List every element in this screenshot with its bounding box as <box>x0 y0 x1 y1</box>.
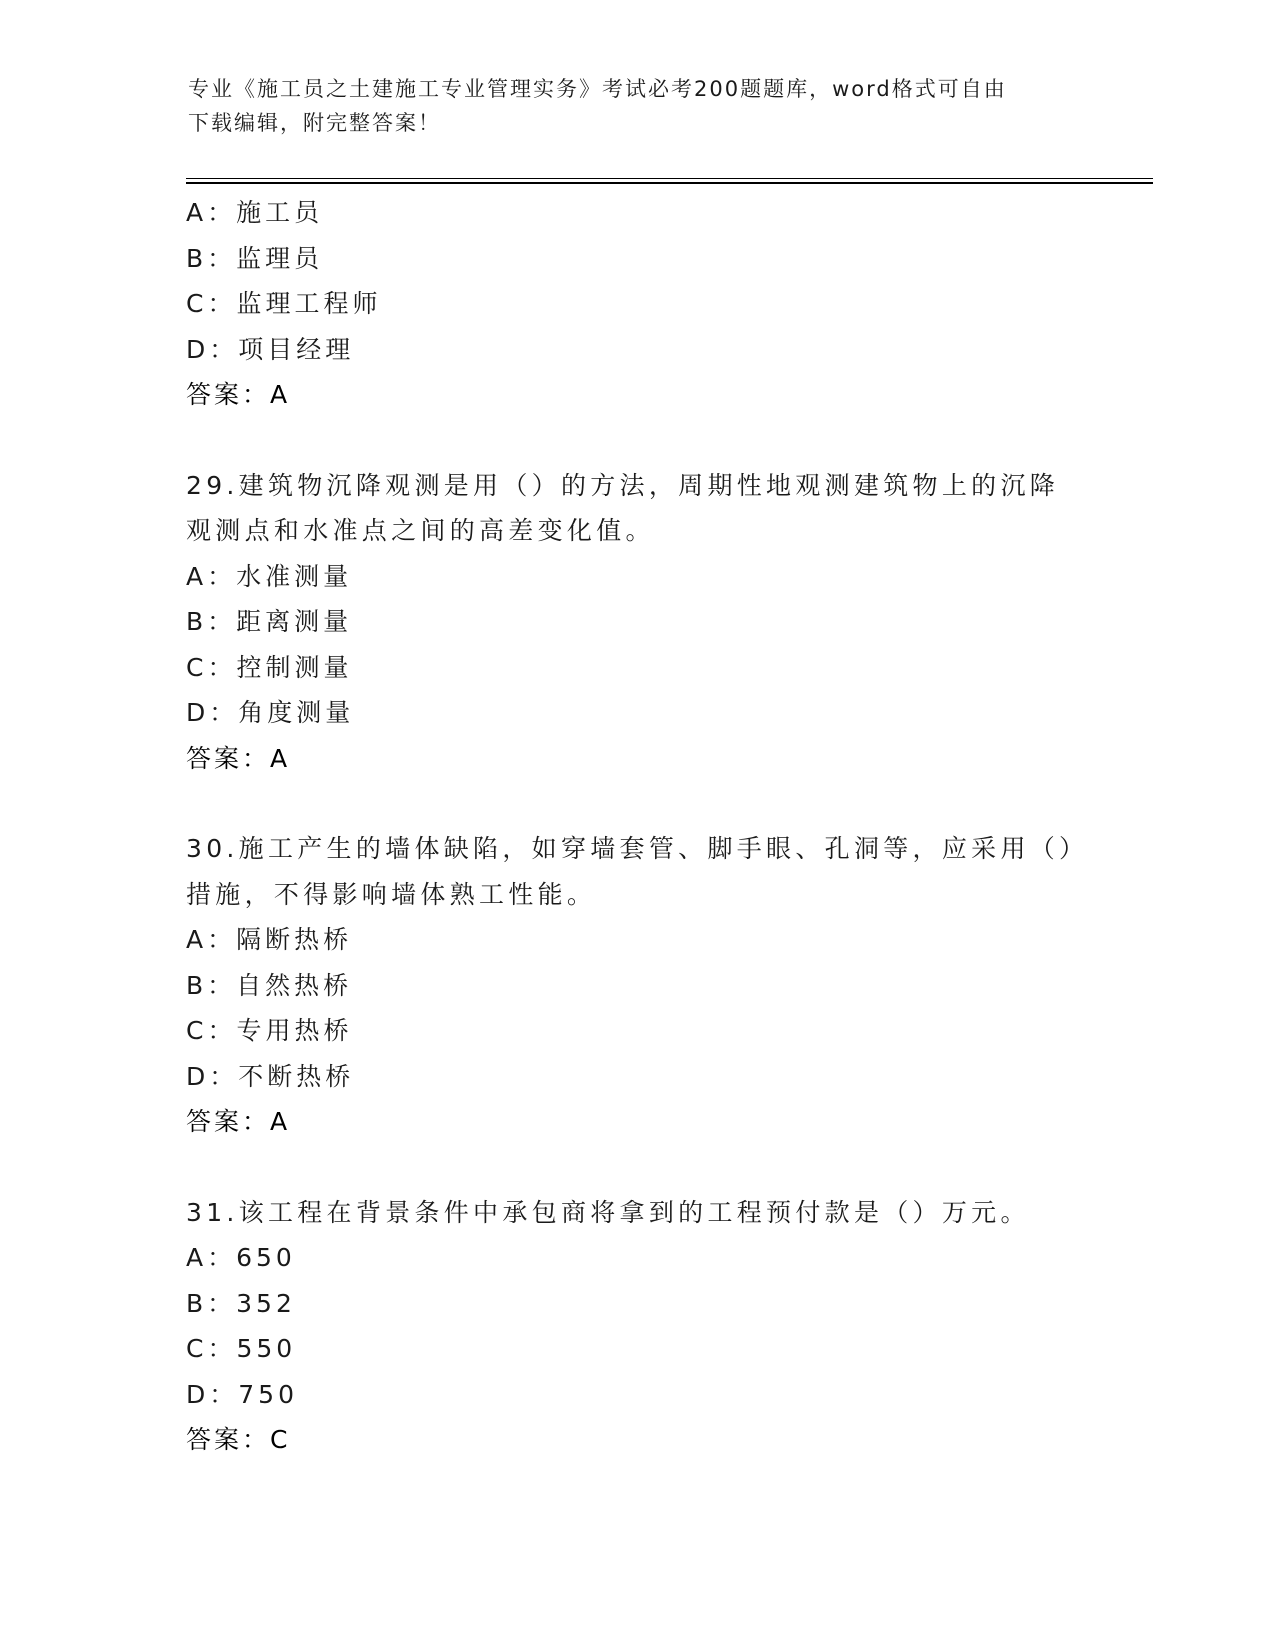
answer-value: A <box>270 380 291 409</box>
option-key: C： <box>186 1016 237 1045</box>
document-header <box>188 72 1088 140</box>
option-a <box>186 190 1086 236</box>
option-key: B： <box>186 970 237 1000</box>
spacer <box>186 418 1086 463</box>
option-c <box>186 645 1086 691</box>
option-text: 角度测量 <box>238 698 355 727</box>
option-c <box>186 1326 1086 1372</box>
option-text: 距离测量 <box>236 607 353 636</box>
answer-line <box>186 1099 1086 1145</box>
option-text: 水准测量 <box>236 561 353 591</box>
option-key: D： <box>186 1061 239 1091</box>
option-c <box>186 1008 1086 1054</box>
option-key: B： <box>186 607 237 636</box>
answer-label: 答案： <box>186 743 271 773</box>
option-key: B： <box>186 1288 237 1318</box>
option-text: 750 <box>238 1379 298 1409</box>
option-key: D： <box>186 698 239 727</box>
question-29 <box>186 463 1086 782</box>
option-key: A： <box>186 561 237 591</box>
question-text: 31.该工程在背景条件中承包商将拿到的工程预付款是（）万元。 <box>186 1197 1030 1227</box>
answer-label: 答案： <box>186 1425 271 1454</box>
spacer <box>186 781 1086 826</box>
header-divider-thick <box>186 182 1153 184</box>
answer-label: 答案： <box>186 1107 271 1136</box>
option-key: A： <box>186 1243 237 1272</box>
option-text: 监理员 <box>236 243 324 273</box>
option-d <box>186 690 1086 736</box>
option-text: 550 <box>236 1334 297 1363</box>
option-text: 不断热桥 <box>238 1061 355 1091</box>
header-divider-thin <box>186 178 1153 179</box>
option-key: C： <box>186 289 237 318</box>
question-28-continued <box>186 190 1086 418</box>
option-key: D： <box>186 1379 239 1409</box>
option-text: 352 <box>236 1288 296 1318</box>
spacer <box>186 1145 1086 1190</box>
answer-line <box>186 372 1086 418</box>
option-text: 隔断热桥 <box>236 925 353 954</box>
option-a <box>186 917 1086 963</box>
option-d <box>186 1054 1086 1100</box>
header-line-2: 下载编辑，附完整答案！ <box>188 111 441 135</box>
option-text: 自然热桥 <box>236 970 353 1000</box>
answer-label: 答案： <box>186 380 271 409</box>
option-key: A： <box>186 198 237 227</box>
option-a <box>186 554 1086 600</box>
option-c <box>186 281 1086 327</box>
option-key: D： <box>186 334 239 364</box>
option-a <box>186 1235 1086 1281</box>
option-text: 项目经理 <box>238 334 355 364</box>
answer-value: A <box>270 743 291 773</box>
option-d <box>186 327 1086 373</box>
option-key: B： <box>186 243 237 273</box>
answer-value: C <box>270 1425 291 1454</box>
answer-value: A <box>270 1107 291 1136</box>
option-d <box>186 1372 1086 1418</box>
option-key: C： <box>186 1334 237 1363</box>
answer-line <box>186 1417 1086 1463</box>
question-31 <box>186 1190 1086 1463</box>
option-key: C： <box>186 652 237 682</box>
answer-line <box>186 736 1086 782</box>
option-text: 施工员 <box>236 198 324 227</box>
option-b <box>186 236 1086 282</box>
header-line-1: 专业《施工员之土建施工专业管理实务》考试必考200题题库，word格式可自由 <box>188 77 1007 101</box>
question-text: 29.建筑物沉降观测是用（）的方法，周期性地观测建筑物上的沉降观测点和水准点之间的高差变化值。 <box>186 470 1060 545</box>
question-30 <box>186 826 1086 1145</box>
option-text: 650 <box>236 1243 296 1272</box>
option-text: 控制测量 <box>236 652 353 682</box>
question-text: 30.施工产生的墙体缺陷，如穿墙套管、脚手眼、孔洞等，应采用（）措施，不得影响墙体熟工性能。 <box>186 834 1076 909</box>
option-key: A： <box>186 925 237 954</box>
option-text: 专用热桥 <box>236 1016 353 1045</box>
option-text: 监理工程师 <box>236 289 382 318</box>
question-list <box>186 190 1086 1463</box>
option-b <box>186 599 1086 645</box>
option-b <box>186 1281 1086 1327</box>
option-b <box>186 963 1086 1009</box>
